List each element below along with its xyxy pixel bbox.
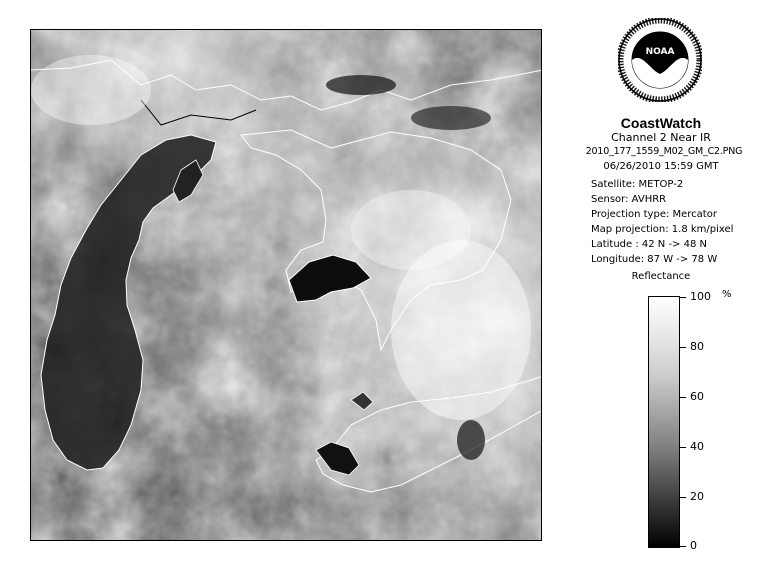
colorbar-tick bbox=[680, 447, 686, 448]
colorbar-tick bbox=[680, 546, 686, 547]
satellite-image bbox=[30, 29, 542, 541]
noaa-logo bbox=[618, 18, 702, 102]
app-title: CoastWatch bbox=[620, 115, 702, 131]
colorbar-tick-label: 100 bbox=[690, 290, 711, 303]
satellite-imagery-svg bbox=[31, 30, 542, 541]
channel-subtitle: Channel 2 Near IR bbox=[611, 131, 711, 144]
meta-projection-type: Projection type: Mercator bbox=[591, 209, 717, 220]
meta-latitude: Latitude : 42 N -> 48 N bbox=[591, 239, 707, 250]
colorbar-tick bbox=[680, 497, 686, 498]
colorbar-tick bbox=[680, 397, 686, 398]
metadata-list bbox=[591, 177, 733, 267]
colorbar bbox=[648, 296, 680, 548]
colorbar-label: Reflectance bbox=[631, 271, 691, 282]
colorbar-tick bbox=[680, 297, 686, 298]
colorbar-tick bbox=[680, 347, 686, 348]
colorbar-unit: % bbox=[722, 289, 732, 300]
file-name: 2010_177_1559_M02_GM_C2.PNG bbox=[585, 146, 743, 157]
colorbar-tick-label: 20 bbox=[690, 490, 704, 503]
colorbar-tick-label: 40 bbox=[690, 440, 704, 453]
colorbar-tick-label: 0 bbox=[690, 539, 697, 552]
noaa-logo-text: NOAA bbox=[645, 47, 675, 57]
date-time: 06/26/2010 15:59 GMT bbox=[603, 161, 719, 172]
meta-map-projection: Map projection: 1.8 km/pixel bbox=[591, 224, 734, 235]
colorbar-tick-label: 60 bbox=[690, 390, 704, 403]
meta-sensor: Sensor: AVHRR bbox=[591, 194, 667, 205]
meta-satellite: Satellite: METOP-2 bbox=[591, 179, 684, 190]
colorbar-tick-label: 80 bbox=[690, 340, 704, 353]
meta-longitude: Longitude: 87 W -> 78 W bbox=[591, 254, 718, 265]
